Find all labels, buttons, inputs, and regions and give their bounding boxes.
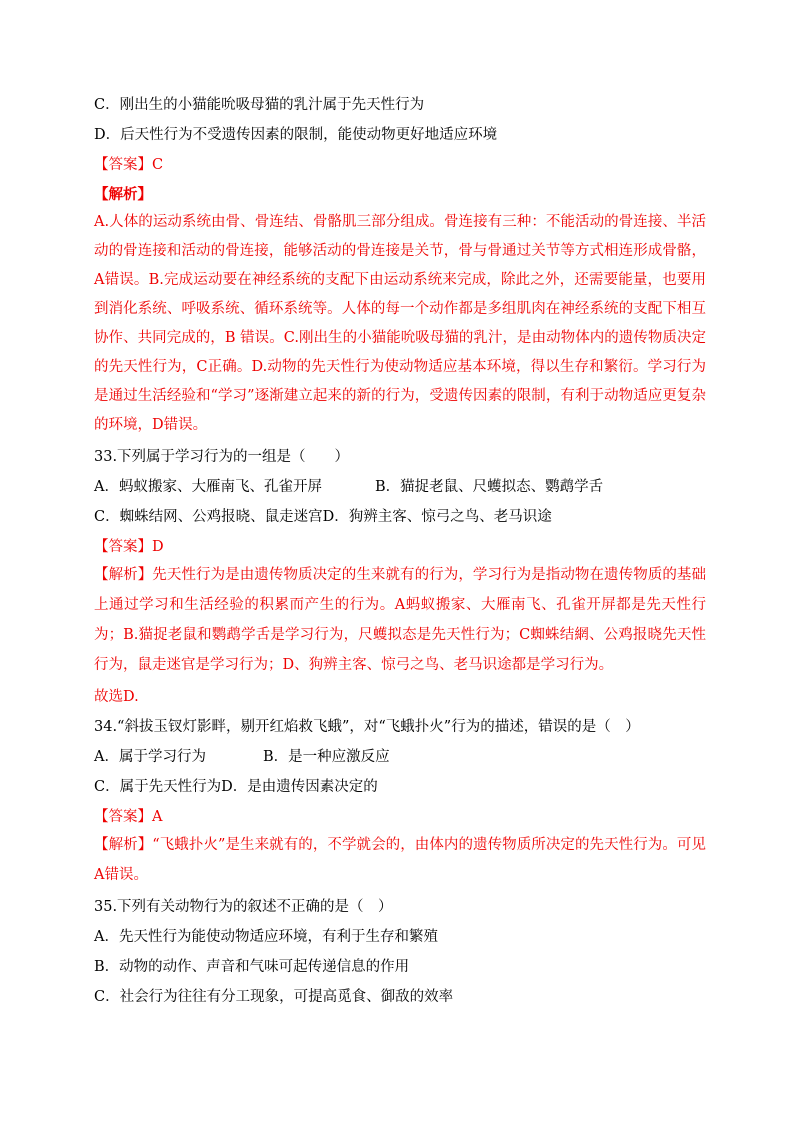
q34-analysis: 【解析】“飞蛾扑火”是生来就有的，不学就会的，由体内的遗传物质所决定的先天性行为。可见A错误。 <box>94 837 706 883</box>
q32-option-c: C．刚出生的小猫能吮吸母猫的乳汁属于先天性行为 <box>94 97 425 113</box>
q34-stem: 34.“斜拔玉钗灯影畔，剔开红焰救飞蛾”，对“飞蛾扑火”行为的描述，错误的是（ ） <box>94 719 640 735</box>
q33-option-b: B．猫捉老鼠、尺蠖拟态、鹦鹉学舌 <box>375 479 604 495</box>
q34-options-ab <box>94 744 706 770</box>
q33-option-a: A．蚂蚁搬家、大雁南飞、孔雀开屏 <box>94 479 322 495</box>
q33-analysis: 【解析】先天性行为是由遗传物质决定的生来就有的行为，学习行为是指动物在遗传物质的基础上通过学习和生活经验的积累而产生的行为。A蚂蚁搬家、大雁南飞、孔雀开屏都是先天性行为；B.猫捉老鼠和鹦鹉学舌是学习行为，尺蠖拟态是先天性行为；C蜘蛛结網、公鸡报晓先天性行为，鼠走迷官是学习行为；D、狗辨主客、惊弓之鸟、老马识途都是学习行为。 <box>94 567 706 673</box>
q33-conclusion: 故选D. <box>94 689 139 705</box>
q35-stem: 35.下列有关动物行为的叙述不正确的是（ ） <box>94 899 393 915</box>
q32-analysis: A.人体的运动系统由骨、骨连结、骨骼肌三部分组成。骨连接有三种：不能活动的骨连接、半活动的骨连接和活动的骨连接，能够活动的骨连接是关节，骨与骨通过关节等方式相连形成骨骼，A错误。B.完成运动要在神经系统的支配下由运动系统来完成，除此之外，还需要能量，也要用到消化系统、呼吸系统、循环系统等。人体的每一个动作都是多组肌肉在神经系统的支配下相互协作、共同完成的，B 错误。C.刚出生的小猫能吮吸母猫的乳汁，是由动物体内的遗传物质决定的先天性行为，C正确。D.动物的先天性行为使动物适应基本环境，得以生存和繁衍。学习行为是通过生活经验和“学习”逐渐建立起来的新的行为，受遗传因素的限制，有利于动物适应更复杂的环境，D错误。 <box>94 214 706 433</box>
q32-analysis-label: 【解析】 <box>94 186 152 203</box>
q33-answer: 【答案】D <box>94 539 164 555</box>
q34-option-a: A．属于学习行为 <box>94 749 206 765</box>
q34-answer: 【答案】A <box>94 809 163 825</box>
q33-stem: 33.下列属于学习行为的一组是（ ） <box>94 449 350 465</box>
q34-options-cd: C．属于先天性行为D．是由遗传因素决定的 <box>94 779 378 795</box>
q32-answer: 【答案】C <box>94 157 164 173</box>
q35-option-a: A．先天性行为能使动物适应环境，有利于生存和繁殖 <box>94 929 438 945</box>
page-content <box>94 92 706 1010</box>
q34-option-b: B．是一种应激反应 <box>263 749 390 765</box>
q35-option-b: B．动物的动作、声音和气味可起传递信息的作用 <box>94 959 410 975</box>
q32-option-d: D．后天性行为不受遗传因素的限制，能使动物更好地适应环境 <box>94 127 498 143</box>
q35-option-c: C．社会行为往往有分工现象，可提高觅食、御敌的效率 <box>94 989 454 1005</box>
q33-options-ab <box>94 474 706 500</box>
q33-options-cd: C．蜘蛛结网、公鸡报晓、鼠走迷宫D．狗辨主客、惊弓之鸟、老马识途 <box>94 509 552 525</box>
